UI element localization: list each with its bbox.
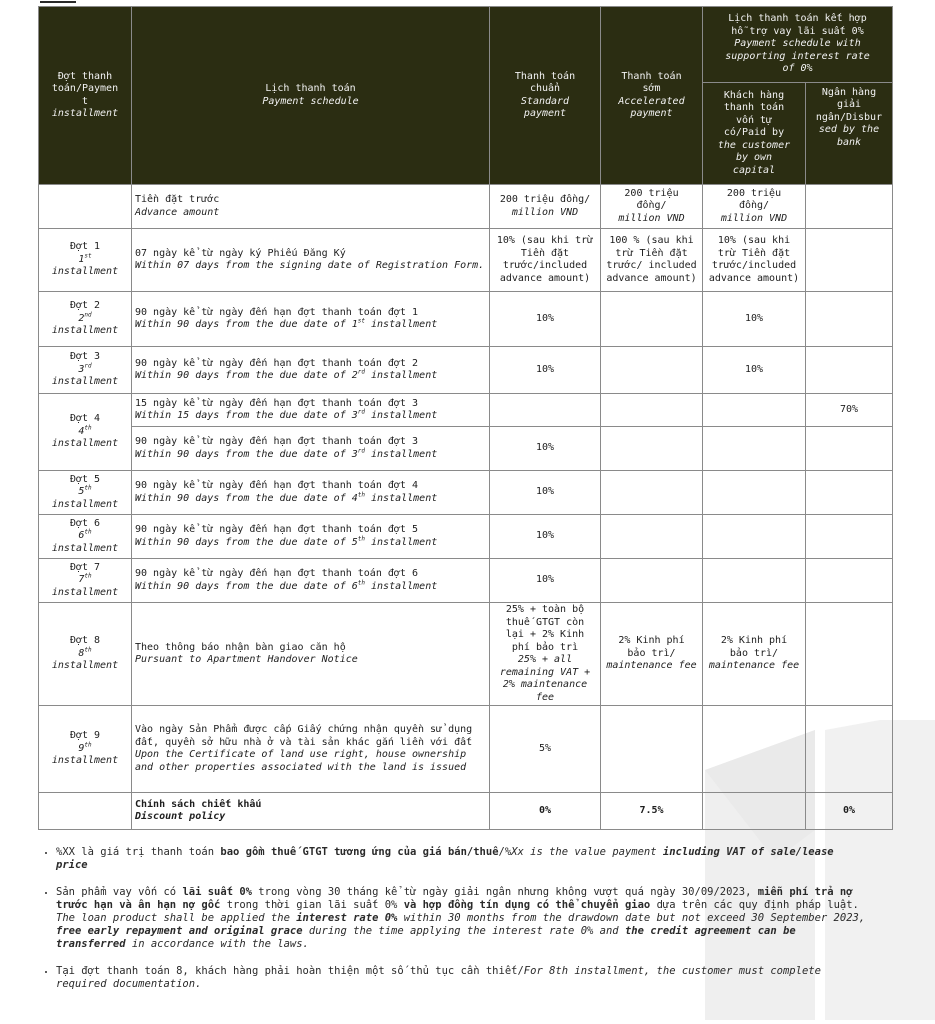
cell-inst-2: Đợt 2 2nd installment — [39, 292, 132, 347]
cell-schedule-6: 90 ngày kể từ ngày đến hạn đợt thanh toán đợt 5 Within 90 days from the due date of 5th installment — [132, 515, 490, 559]
note-2-segment: The loan product shall be applied the — [56, 912, 297, 924]
cell-accelerated-7 — [601, 559, 703, 603]
cell-bank-2 — [806, 292, 893, 347]
cell-inst-9: Đợt 9 9th installment — [39, 706, 132, 793]
note-1-segment: %Xx is the value payment — [504, 846, 663, 858]
note-2-segment: dựa trên các quy định pháp luật. — [650, 899, 859, 911]
header-installment: Đợt thanh toán/Paymen t installment — [39, 7, 132, 185]
row-installment-3 — [39, 347, 893, 394]
cell-customer-5 — [703, 471, 806, 515]
note-2-segment: during the time applying the interest rate 0% and — [302, 925, 625, 937]
note-vat — [56, 846, 866, 872]
row-installment-1 — [39, 229, 893, 292]
cell-accelerated-4a — [601, 394, 703, 427]
note-2-segment: trong vòng 30 tháng kể từ ngày giải ngân nhưng không vượt quá ngày 30/09/2023, — [251, 886, 758, 898]
cell-customer-4b — [703, 427, 806, 471]
cell-accelerated-4b — [601, 427, 703, 471]
note-2-segment: in accordance with the laws. — [125, 938, 309, 950]
cell-bank-6 — [806, 515, 893, 559]
cell-customer-8: 2% Kinh phí bảo trì/ maintenance fee — [703, 603, 806, 706]
cell-customer-3: 10% — [703, 347, 806, 394]
cell-bank-7 — [806, 559, 893, 603]
header-payment-schedule: Lịch thanh toán Payment schedule — [132, 7, 490, 185]
note-2-segment: interest rate 0% — [296, 912, 398, 924]
row-installment-9 — [39, 706, 893, 793]
cell-accelerated-9 — [601, 706, 703, 793]
cell-customer-1: 10% (sau khi trừ Tiền đặt trước/included advance amount) — [703, 229, 806, 292]
cell-schedule-9: Vào ngày Sản Phẩm được cấp Giấy chứng nhận quyền sử dụng đất, quyền sở hữu nhà ở và tài sản khác gắn liền với đất Upon the Certificate of land use right, house ownership and other properties associated with the land is issued — [132, 706, 490, 793]
cell-bank-9 — [806, 706, 893, 793]
cell-discount-accelerated: 7.5% — [601, 793, 703, 830]
cell-accelerated-1: 100 % (sau khi trừ Tiền đặt trước/ included advance amount) — [601, 229, 703, 292]
header-standard-payment: Thanh toán chuẩn Standard payment — [490, 7, 601, 185]
cell-discount-standard: 0% — [490, 793, 601, 830]
note-2-segment: within 30 months from the drawdown date but not exceed 30 September 2023, — [397, 912, 866, 924]
cell-advance-accelerated: 200 triệu đồng/ million VND — [601, 185, 703, 229]
note-2-segment: the credit agreement can be transferred — [56, 925, 796, 950]
cell-standard-5: 10% — [490, 471, 601, 515]
cell-accelerated-5 — [601, 471, 703, 515]
header-interest-support-group: Lịch thanh toán kết hợp hỗ trợ vay lãi suất 0% Payment schedule with supporting interest rate of 0% — [703, 7, 893, 83]
row-installment-4b — [39, 427, 893, 471]
cell-inst-6: Đợt 6 6th installment — [39, 515, 132, 559]
top-edge-mark — [40, 0, 90, 4]
note-2-segment: trong thời gian lãi suất 0% — [220, 899, 404, 911]
cell-standard-1: 10% (sau khi trừ Tiền đặt trước/included advance amount) — [490, 229, 601, 292]
cell-discount-installment — [39, 793, 132, 830]
note-1-segment: / — [498, 846, 505, 858]
note-1-segment: %XX là giá trị thanh toán — [56, 846, 221, 858]
cell-bank-4b — [806, 427, 893, 471]
cell-bank-3 — [806, 347, 893, 394]
cell-bank-1 — [806, 229, 893, 292]
cell-customer-2: 10% — [703, 292, 806, 347]
cell-customer-7 — [703, 559, 806, 603]
row-advance — [39, 185, 893, 229]
cell-schedule-5: 90 ngày kể từ ngày đến hạn đợt thanh toán đợt 4 Within 90 days from the due date of 4th installment — [132, 471, 490, 515]
note-2-segment: Sản phẩm vay vốn có — [56, 886, 183, 898]
cell-bank-5 — [806, 471, 893, 515]
header-paid-by-customer: Khách hàng thanh toán vốn tự có/Paid by the customer by own capital — [703, 82, 806, 184]
note-3-segment: For 8th installment, the customer must complete required documentation. — [56, 965, 821, 990]
cell-standard-4b: 10% — [490, 427, 601, 471]
cell-standard-7: 10% — [490, 559, 601, 603]
cell-inst-8: Đợt 8 8th installment — [39, 603, 132, 706]
cell-discount-customer — [703, 793, 806, 830]
note-2-segment: và hợp đồng tín dụng có thể chuyển giao — [403, 899, 651, 911]
cell-advance-bank — [806, 185, 893, 229]
row-installment-7 — [39, 559, 893, 603]
cell-advance-standard: 200 triệu đồng/ million VND — [490, 185, 601, 229]
note-2-segment: free early repayment and original grace — [56, 925, 303, 937]
cell-inst-7: Đợt 7 7th installment — [39, 559, 132, 603]
cell-advance-schedule: Tiền đặt trước Advance amount — [132, 185, 490, 229]
cell-bank-8 — [806, 603, 893, 706]
notes-list — [40, 846, 866, 1005]
cell-discount-bank: 0% — [806, 793, 893, 830]
cell-accelerated-2 — [601, 292, 703, 347]
note-2-segment: lãi suất 0% — [182, 886, 252, 898]
cell-standard-2: 10% — [490, 292, 601, 347]
note-1-segment: including VAT of sale/lease price — [56, 846, 834, 871]
cell-accelerated-8: 2% Kinh phí bảo trì/ maintenance fee — [601, 603, 703, 706]
row-installment-5 — [39, 471, 893, 515]
cell-customer-9 — [703, 706, 806, 793]
cell-schedule-4a: 15 ngày kể từ ngày đến hạn đợt thanh toán đợt 3 Within 15 days from the due date of 3rd installment — [132, 394, 490, 427]
cell-schedule-3: 90 ngày kể từ ngày đến hạn đợt thanh toán đợt 2 Within 90 days from the due date of 2rd installment — [132, 347, 490, 394]
header-row-1 — [39, 7, 893, 83]
row-installment-4a — [39, 394, 893, 427]
cell-schedule-1: 07 ngày kể từ ngày ký Phiếu Đăng Ký Within 07 days from the signing date of Registration Form. — [132, 229, 490, 292]
note-1-segment: bao gồm thuế GTGT tương ứng của giá bán/thuê — [220, 846, 499, 858]
cell-standard-6: 10% — [490, 515, 601, 559]
cell-schedule-4b: 90 ngày kể từ ngày đến hạn đợt thanh toán đợt 3 Within 90 days from the due date of 3rd installment — [132, 427, 490, 471]
cell-standard-9: 5% — [490, 706, 601, 793]
row-installment-6 — [39, 515, 893, 559]
cell-inst-5: Đợt 5 5th installment — [39, 471, 132, 515]
row-installment-8 — [39, 603, 893, 706]
cell-standard-4a — [490, 394, 601, 427]
note-installment-8 — [56, 965, 866, 991]
cell-advance-customer: 200 triệu đồng/ million VND — [703, 185, 806, 229]
header-accelerated-payment: Thanh toán sớm Accelerated payment — [601, 7, 703, 185]
cell-inst-4: Đợt 4 4th installment — [39, 394, 132, 471]
cell-schedule-7: 90 ngày kể từ ngày đến hạn đợt thanh toán đợt 6 Within 90 days from the due date of 6th installment — [132, 559, 490, 603]
note-2-segment: miễn phí trả nợ trước hạn và ân hạn nợ gốc — [56, 886, 853, 911]
cell-customer-4a — [703, 394, 806, 427]
cell-inst-1: Đợt 1 1st installment — [39, 229, 132, 292]
cell-standard-8: 25% + toàn bộ thuế GTGT còn lại + 2% Kinh phí bảo trì 25% + all remaining VAT + 2% maintenance fee — [490, 603, 601, 706]
cell-accelerated-6 — [601, 515, 703, 559]
cell-customer-6 — [703, 515, 806, 559]
note-3-segment: Tại đợt thanh toán 8, khách hàng phải hoàn thiện một số thủ tục cần thiết/ — [56, 965, 524, 977]
cell-bank-4a: 70% — [806, 394, 893, 427]
payment-schedule-table — [38, 6, 893, 830]
note-loan-product — [56, 886, 866, 951]
cell-accelerated-3 — [601, 347, 703, 394]
cell-schedule-8: Theo thông báo nhận bàn giao căn hộ Pursuant to Apartment Handover Notice — [132, 603, 490, 706]
cell-advance-installment — [39, 185, 132, 229]
cell-inst-3: Đợt 3 3rd installment — [39, 347, 132, 394]
cell-schedule-2: 90 ngày kể từ ngày đến hạn đợt thanh toán đợt 1 Within 90 days from the due date of 1st installment — [132, 292, 490, 347]
cell-standard-3: 10% — [490, 347, 601, 394]
row-discount-policy — [39, 793, 893, 830]
cell-discount-label: Chính sách chiết khấu Discount policy — [132, 793, 490, 830]
header-disbursed-by-bank: Ngân hàng giải ngân/Disbur sed by the bank — [806, 82, 893, 184]
row-installment-2 — [39, 292, 893, 347]
